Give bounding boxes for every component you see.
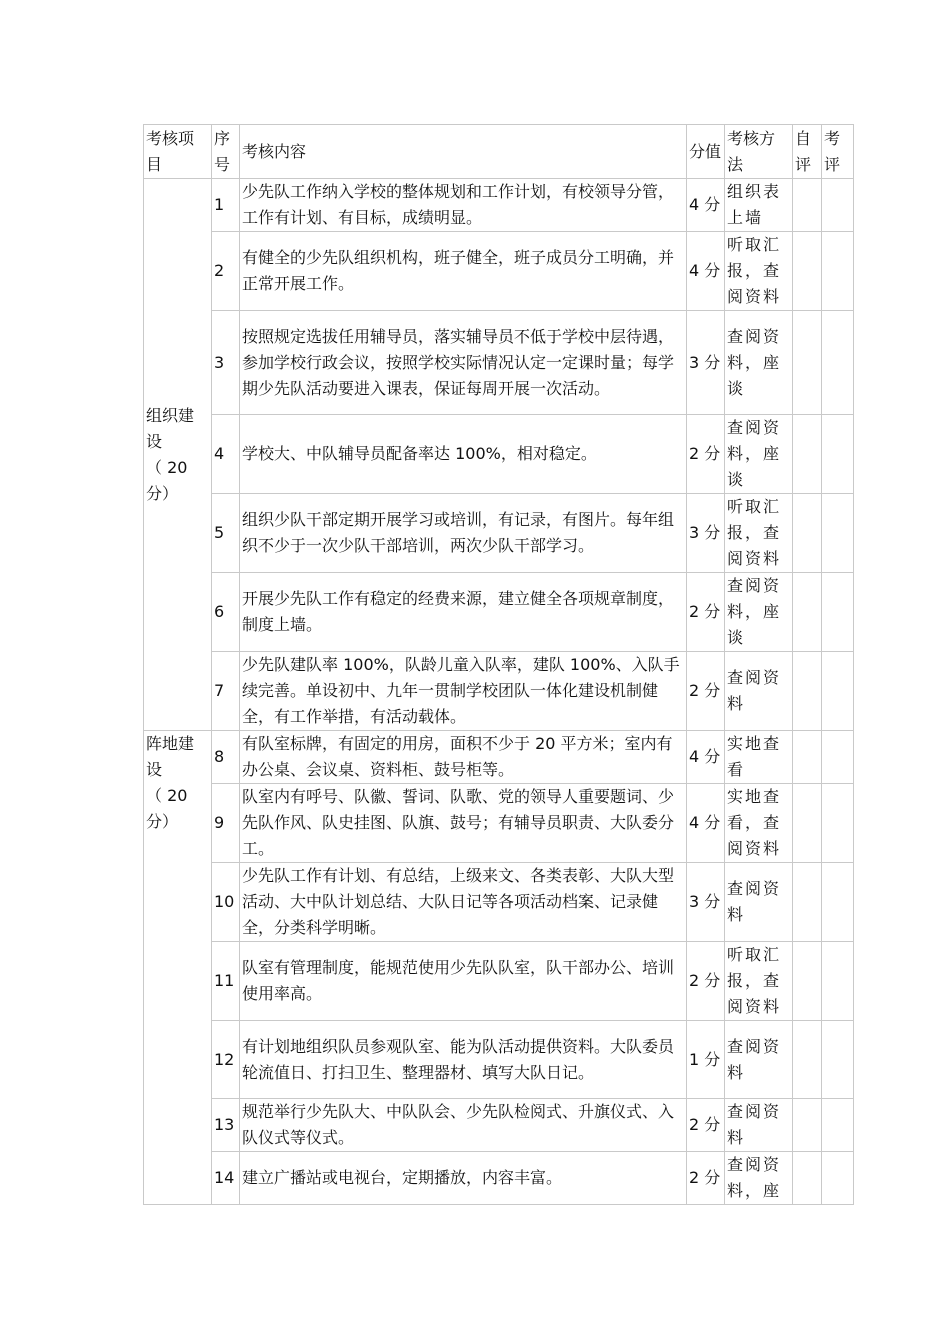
row-index: 7 [212,652,240,731]
row-method: 查阅资料 [725,1099,793,1152]
row-self-eval [793,573,822,652]
row-self-eval [793,311,822,415]
category-name: 阵地建设 [146,734,195,779]
row-content: 有健全的少先队组织机构，班子健全，班子成员分工明确，并正常开展工作。 [240,232,687,311]
row-method: 听取汇报，查阅资料 [725,494,793,573]
row-content: 规范举行少先队大、中队队会、少先队检阅式、升旗仪式、入队仪式等仪式。 [240,1099,687,1152]
row-review [822,652,854,731]
row-score: 3 分 [687,311,725,415]
row-content: 组织少队干部定期开展学习或培训，有记录，有图片。每年组织不少于一次少队干部培训，两次少队干部学习。 [240,494,687,573]
row-score: 3 分 [687,494,725,573]
table-row [144,863,854,942]
header-method: 考核方法 [725,125,793,179]
row-score: 3 分 [687,863,725,942]
row-score: 2 分 [687,1099,725,1152]
row-index: 12 [212,1021,240,1099]
header-row [144,125,854,179]
row-self-eval [793,494,822,573]
row-self-eval [793,415,822,494]
row-self-eval [793,942,822,1021]
row-review [822,232,854,311]
row-self-eval [793,652,822,731]
row-index: 4 [212,415,240,494]
row-method: 组织表上墙 [725,179,793,232]
row-index: 2 [212,232,240,311]
row-score: 2 分 [687,652,725,731]
category-score-note: （ 20分） [146,457,188,503]
row-method: 听取汇报，查阅资料 [725,942,793,1021]
row-method: 查阅资料，座谈 [725,311,793,415]
category-cell [144,731,212,1205]
row-index: 8 [212,731,240,784]
table-row [144,494,854,573]
row-self-eval [793,1021,822,1099]
row-score: 4 分 [687,731,725,784]
row-self-eval [793,784,822,863]
row-method: 查阅资料 [725,863,793,942]
row-content: 少先队工作有计划、有总结，上级来文、各类表彰、大队大型活动、大中队计划总结、大队日记等各项活动档案、记录健全，分类科学明晰。 [240,863,687,942]
row-score: 2 分 [687,415,725,494]
row-index: 11 [212,942,240,1021]
row-self-eval [793,1152,822,1205]
table-row [144,573,854,652]
category-cell [144,179,212,731]
row-score: 4 分 [687,784,725,863]
table-row [144,232,854,311]
row-content: 少先队工作纳入学校的整体规划和工作计划，有校领导分管，工作有计划、有目标，成绩明显。 [240,179,687,232]
row-score: 2 分 [687,942,725,1021]
row-index: 9 [212,784,240,863]
table-row [144,1021,854,1099]
table-row [144,415,854,494]
row-review [822,1152,854,1205]
assessment-table [143,124,854,1205]
row-review [822,731,854,784]
row-review [822,573,854,652]
row-self-eval [793,1099,822,1152]
row-index: 1 [212,179,240,232]
category-score-note: （ 20分） [146,786,188,831]
table-row [144,311,854,415]
row-review [822,1099,854,1152]
row-review [822,1021,854,1099]
row-score: 2 分 [687,573,725,652]
row-content: 少先队建队率 100%，队龄儿童入队率，建队 100%、入队手续完善。单设初中、九年一贯制学校团队一体化建设机制健全，有工作举措，有活动载体。 [240,652,687,731]
row-method: 听取汇报，查阅资料 [725,232,793,311]
row-content: 按照规定选拔任用辅导员，落实辅导员不低于学校中层待遇，参加学校行政会议，按照学校实际情况认定一定课时量；每学期少先队活动要进入课表，保证每周开展一次活动。 [240,311,687,415]
header-content: 考核内容 [240,125,687,179]
row-score: 1 分 [687,1021,725,1099]
row-index: 3 [212,311,240,415]
row-content: 有队室标牌，有固定的用房，面积不少于 20 平方米；室内有办公桌、会议桌、资料柜、鼓号柜等。 [240,731,687,784]
row-self-eval [793,179,822,232]
category-name: 组织建设 [146,405,195,451]
row-score: 2 分 [687,1152,725,1205]
row-method: 查阅资料 [725,1021,793,1099]
row-content: 队室内有呼号、队徽、誓词、队歌、党的领导人重要题词、少先队作风、队史挂图、队旗、鼓号；有辅导员职责、大队委分工。 [240,784,687,863]
row-index: 6 [212,573,240,652]
row-method: 查阅资料 [725,652,793,731]
row-index: 5 [212,494,240,573]
table-row [144,179,854,232]
row-content: 开展少先队工作有稳定的经费来源，建立健全各项规章制度，制度上墙。 [240,573,687,652]
header-score: 分值 [687,125,725,179]
header-self-eval: 自评 [793,125,822,179]
row-index: 14 [212,1152,240,1205]
row-method: 查阅资料，座 [725,1152,793,1205]
header-category: 考核项目 [144,125,212,179]
row-index: 10 [212,863,240,942]
row-method: 实地查看 [725,731,793,784]
table-row [144,942,854,1021]
row-method: 查阅资料，座谈 [725,415,793,494]
row-content: 有计划地组织队员参观队室、能为队活动提供资料。大队委员轮流值日、打扫卫生、整理器材、填写大队日记。 [240,1021,687,1099]
table-row [144,1099,854,1152]
row-content: 建立广播站或电视台，定期播放，内容丰富。 [240,1152,687,1205]
row-method: 查阅资料，座谈 [725,573,793,652]
row-index: 13 [212,1099,240,1152]
row-review [822,311,854,415]
row-review [822,942,854,1021]
table-row [144,1152,854,1205]
row-self-eval [793,232,822,311]
row-review [822,863,854,942]
row-content: 学校大、中队辅导员配备率达 100%，相对稳定。 [240,415,687,494]
table-row [144,652,854,731]
header-index: 序号 [212,125,240,179]
table-row [144,784,854,863]
row-score: 4 分 [687,179,725,232]
row-review [822,784,854,863]
header-review: 考评 [822,125,854,179]
row-review [822,415,854,494]
row-self-eval [793,863,822,942]
table-row [144,731,854,784]
row-review [822,179,854,232]
row-content: 队室有管理制度，能规范使用少先队队室，队干部办公、培训使用率高。 [240,942,687,1021]
row-review [822,494,854,573]
row-self-eval [793,731,822,784]
row-score: 4 分 [687,232,725,311]
row-method: 实地查看，查阅资料 [725,784,793,863]
